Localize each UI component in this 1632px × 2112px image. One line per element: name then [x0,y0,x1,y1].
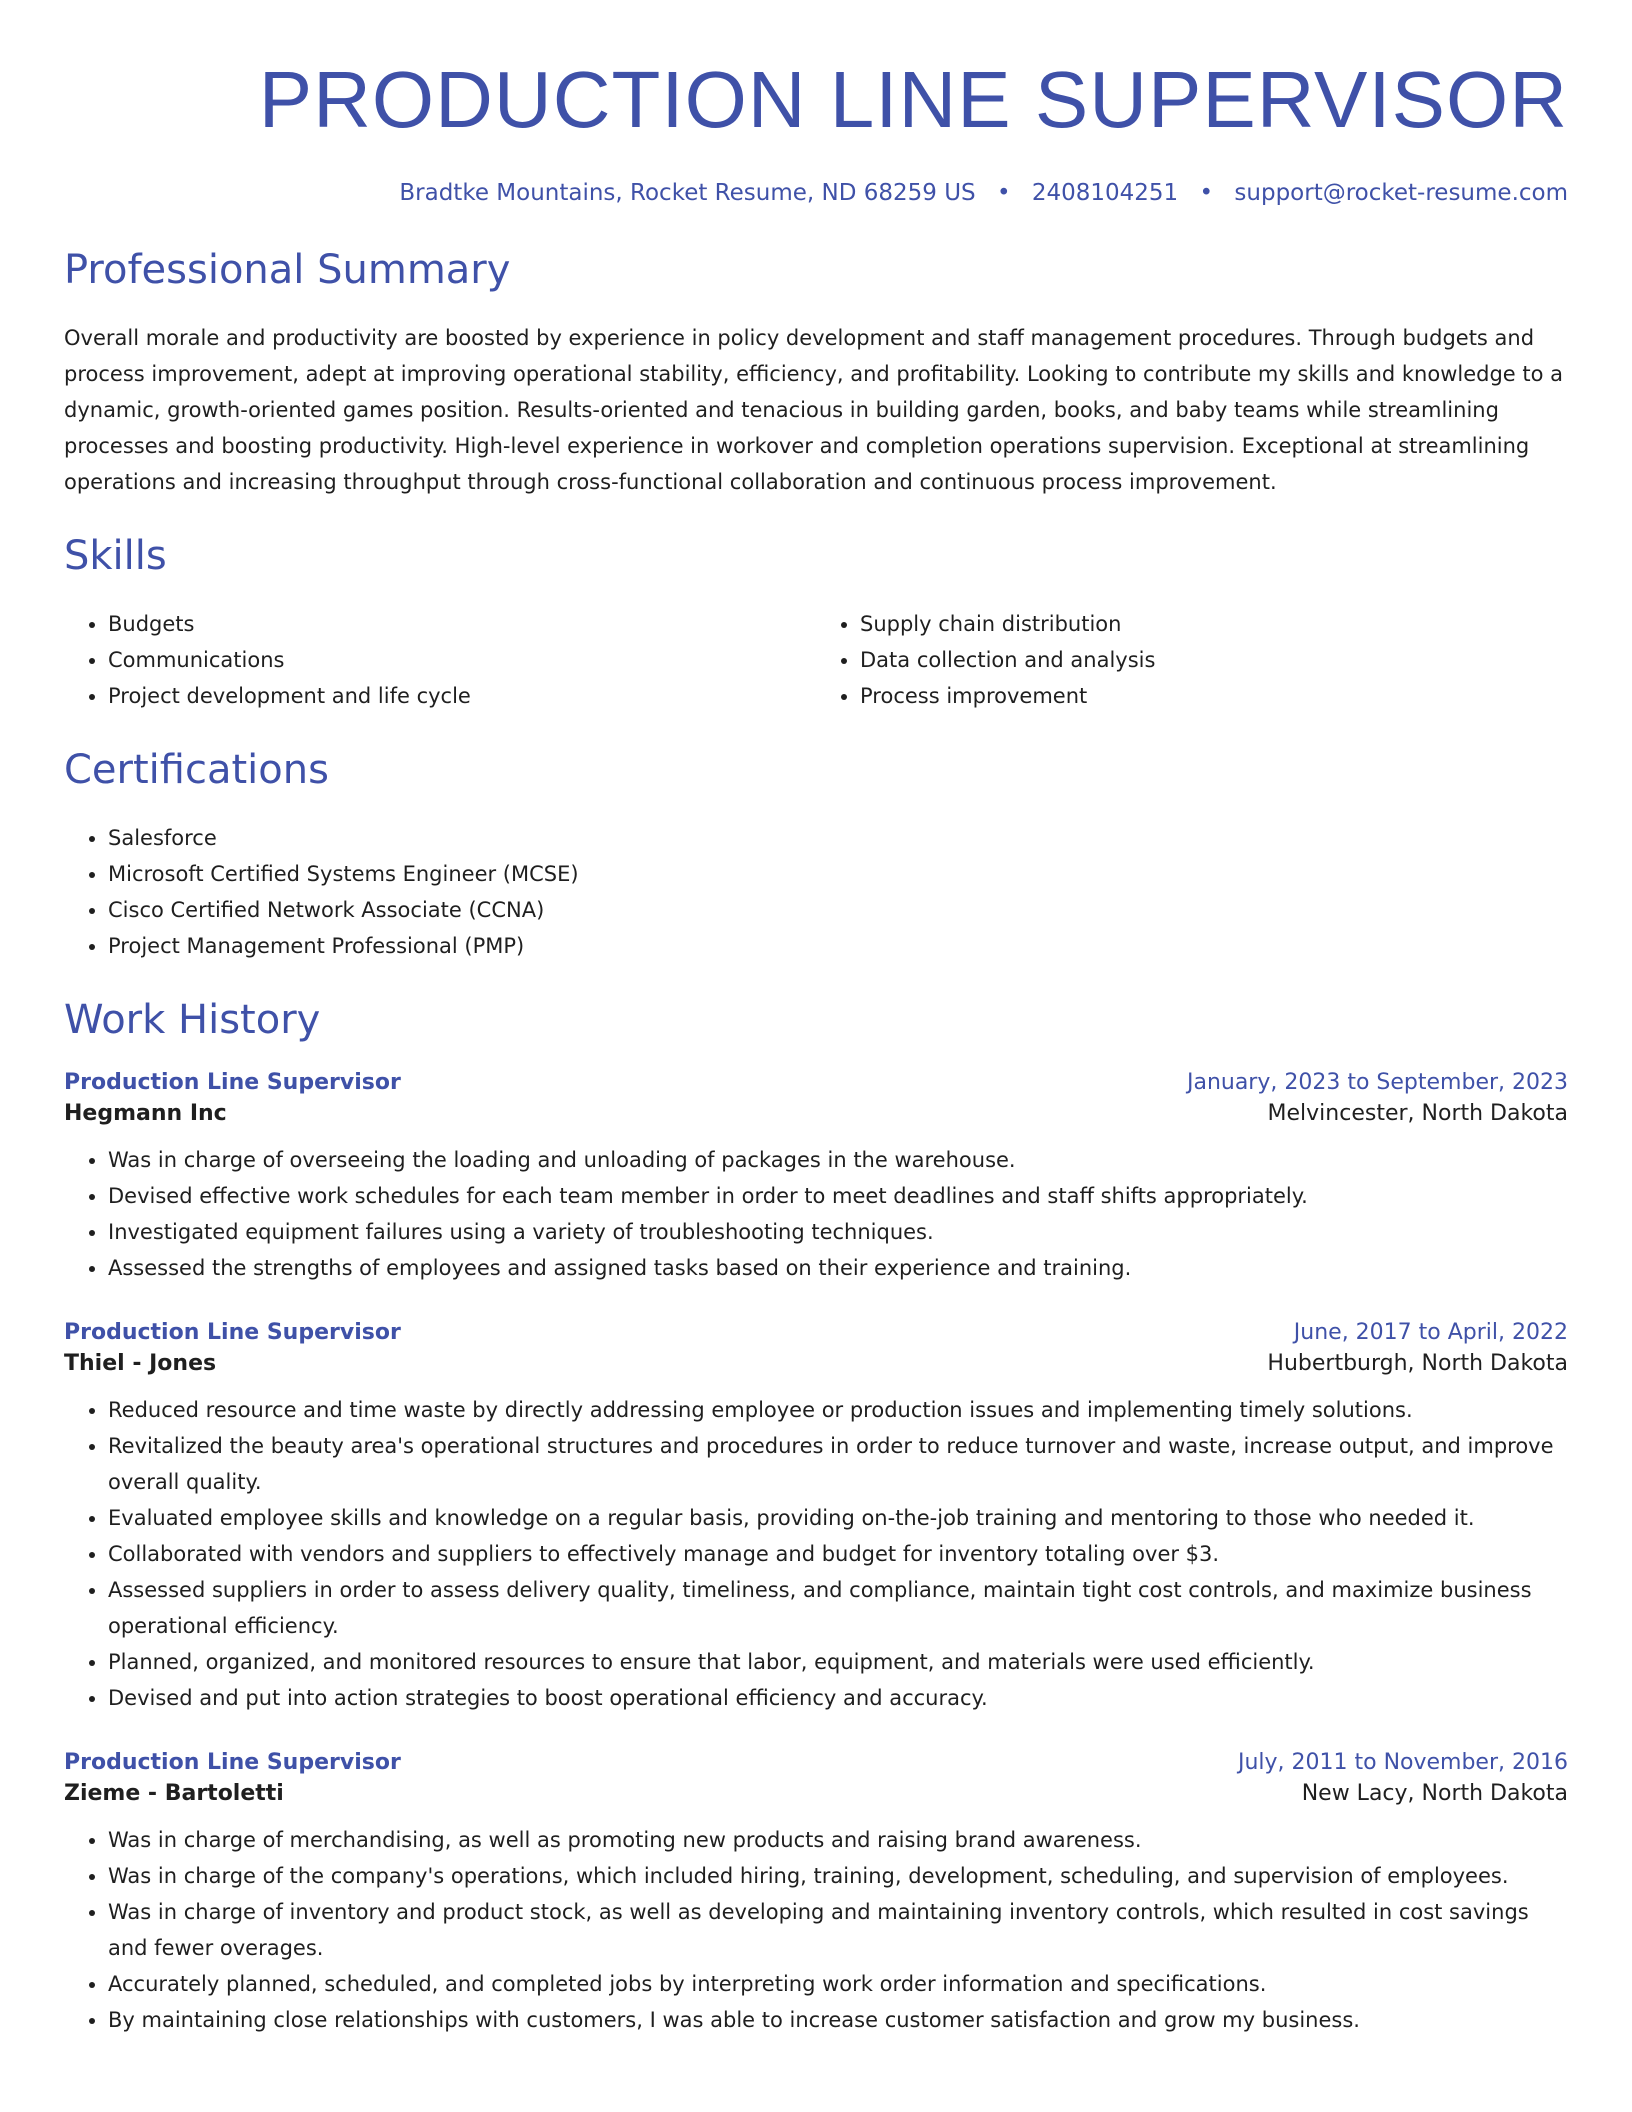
certification-item: • Microsoft Certified Systems Engineer (MCSE) [108,856,1568,892]
contact-separator: • [996,180,1011,206]
job-bullet: • Devised and put into action strategies to boost operational efficiency and accuracy. [108,1680,1568,1716]
job-dates: July, 2011 to November, 2016 [1237,1750,1568,1775]
certifications-heading: Certifications [64,747,329,793]
skill-item: • Project development and life cycle [108,678,816,714]
skill-item: • Communications [108,642,816,678]
skill-item: • Supply chain distribution [860,606,1568,642]
job-company: Hegmann Inc [64,1101,227,1126]
contact-line [64,180,1568,206]
skill-item: • Budgets [108,606,816,642]
job-bullet: • Was in charge of inventory and product stock, as well as developing and maintaining inventory controls, which resulted in cost savings and fewer overages. [108,1894,1568,1966]
job-bullet: • Evaluated employee skills and knowledge on a regular basis, providing on-the-job training and mentoring to those who needed it. [108,1500,1568,1536]
job-bullets [64,1142,1568,1286]
job-bullets [64,1392,1568,1716]
job-company-row [64,1781,1568,1806]
skills-list-left [64,606,816,714]
job-company: Thiel - Jones [64,1351,217,1376]
contact-separator: • [1199,180,1214,206]
resume-page [64,0,1568,2038]
job-title: Production Line Supervisor [64,1750,401,1775]
job-location: Hubertburgh, North Dakota [1267,1351,1568,1376]
job-bullets [64,1822,1568,2038]
certifications-section [64,747,1568,964]
skills-list-right [816,606,1568,714]
job-company-row [64,1351,1568,1376]
job-dates: June, 2017 to April, 2022 [1293,1320,1568,1345]
certification-item: • Salesforce [108,820,1568,856]
job-bullet: • Investigated equipment failures using a variety of troubleshooting techniques. [108,1214,1568,1250]
job-bullet: • Planned, organized, and monitored resources to ensure that labor, equipment, and materials were used efficiently. [108,1644,1568,1680]
skill-item: • Process improvement [860,678,1568,714]
skills-grid [64,606,1568,714]
work-history-section [64,997,1568,2038]
job-entry [64,1750,1568,2038]
summary-heading: Professional Summary [64,247,511,293]
job-company-row [64,1101,1568,1126]
skills-heading: Skills [64,533,167,579]
job-company: Zieme - Bartoletti [64,1781,284,1806]
job-bullet: • Accurately planned, scheduled, and completed jobs by interpreting work order information and specifications. [108,1966,1568,2002]
job-entry [64,1320,1568,1716]
work-history-heading: Work History [64,997,321,1043]
summary-section [64,247,1568,500]
certifications-list [64,820,1568,964]
certification-item: • Project Management Professional (PMP) [108,928,1568,964]
job-header-row [64,1750,1568,1775]
resume-name: PRODUCTION LINE SUPERVISOR [258,55,1568,144]
certification-item: • Cisco Certified Network Associate (CCNA) [108,892,1568,928]
job-bullet: • Collaborated with vendors and suppliers to effectively manage and budget for inventory totaling over $3. [108,1536,1568,1572]
job-bullet: • Was in charge of the company's operations, which included hiring, training, development, scheduling, and supervision of employees. [108,1858,1568,1894]
summary-text: Overall morale and productivity are boosted by experience in policy development and staff management procedures. Through budgets and process improvement, adept at improving operational stability, efficiency, and profitability. Looking to contribute my skills and knowledge to a dynamic, growth-oriented games position. Results-oriented and tenacious in building garden, books, and baby teams while streamlining processes and boosting productivity. High-level experience in workover and completion operations supervision. Exceptional at streamlining operations and increasing throughput through cross-functional collaboration and continuous process improvement. [64,326,1564,494]
job-bullet: • By maintaining close relationships with customers, I was able to increase customer satisfaction and grow my business. [108,2002,1568,2038]
job-title: Production Line Supervisor [64,1070,401,1095]
job-title: Production Line Supervisor [64,1320,401,1345]
contact-phone: 2408104251 [1031,180,1179,206]
job-bullet: • Was in charge of merchandising, as well as promoting new products and raising brand awareness. [108,1822,1568,1858]
contact-email: support@rocket-resume.com [1234,180,1568,206]
job-location: Melvincester, North Dakota [1267,1101,1568,1126]
contact-address: Bradtke Mountains, Rocket Resume, ND 68259 US [399,180,976,206]
job-bullet: • Revitalized the beauty area's operational structures and procedures in order to reduce turnover and waste, increase output, and improve overall quality. [108,1428,1568,1500]
job-dates: January, 2023 to September, 2023 [1186,1070,1568,1095]
skills-section [64,533,1568,714]
job-header-row [64,1320,1568,1345]
job-bullet: • Reduced resource and time waste by directly addressing employee or production issues and implementing timely solutions. [108,1392,1568,1428]
job-bullet: • Devised effective work schedules for each team member in order to meet deadlines and staff shifts appropriately. [108,1178,1568,1214]
job-bullet: • Assessed suppliers in order to assess delivery quality, timeliness, and compliance, maintain tight cost controls, and maximize business operational efficiency. [108,1572,1568,1644]
job-bullet: • Was in charge of overseeing the loading and unloading of packages in the warehouse. [108,1142,1568,1178]
job-bullet: • Assessed the strengths of employees and assigned tasks based on their experience and training. [108,1250,1568,1286]
job-location: New Lacy, North Dakota [1301,1781,1568,1806]
job-header-row [64,1070,1568,1095]
job-entry [64,1070,1568,1286]
skill-item: • Data collection and analysis [860,642,1568,678]
